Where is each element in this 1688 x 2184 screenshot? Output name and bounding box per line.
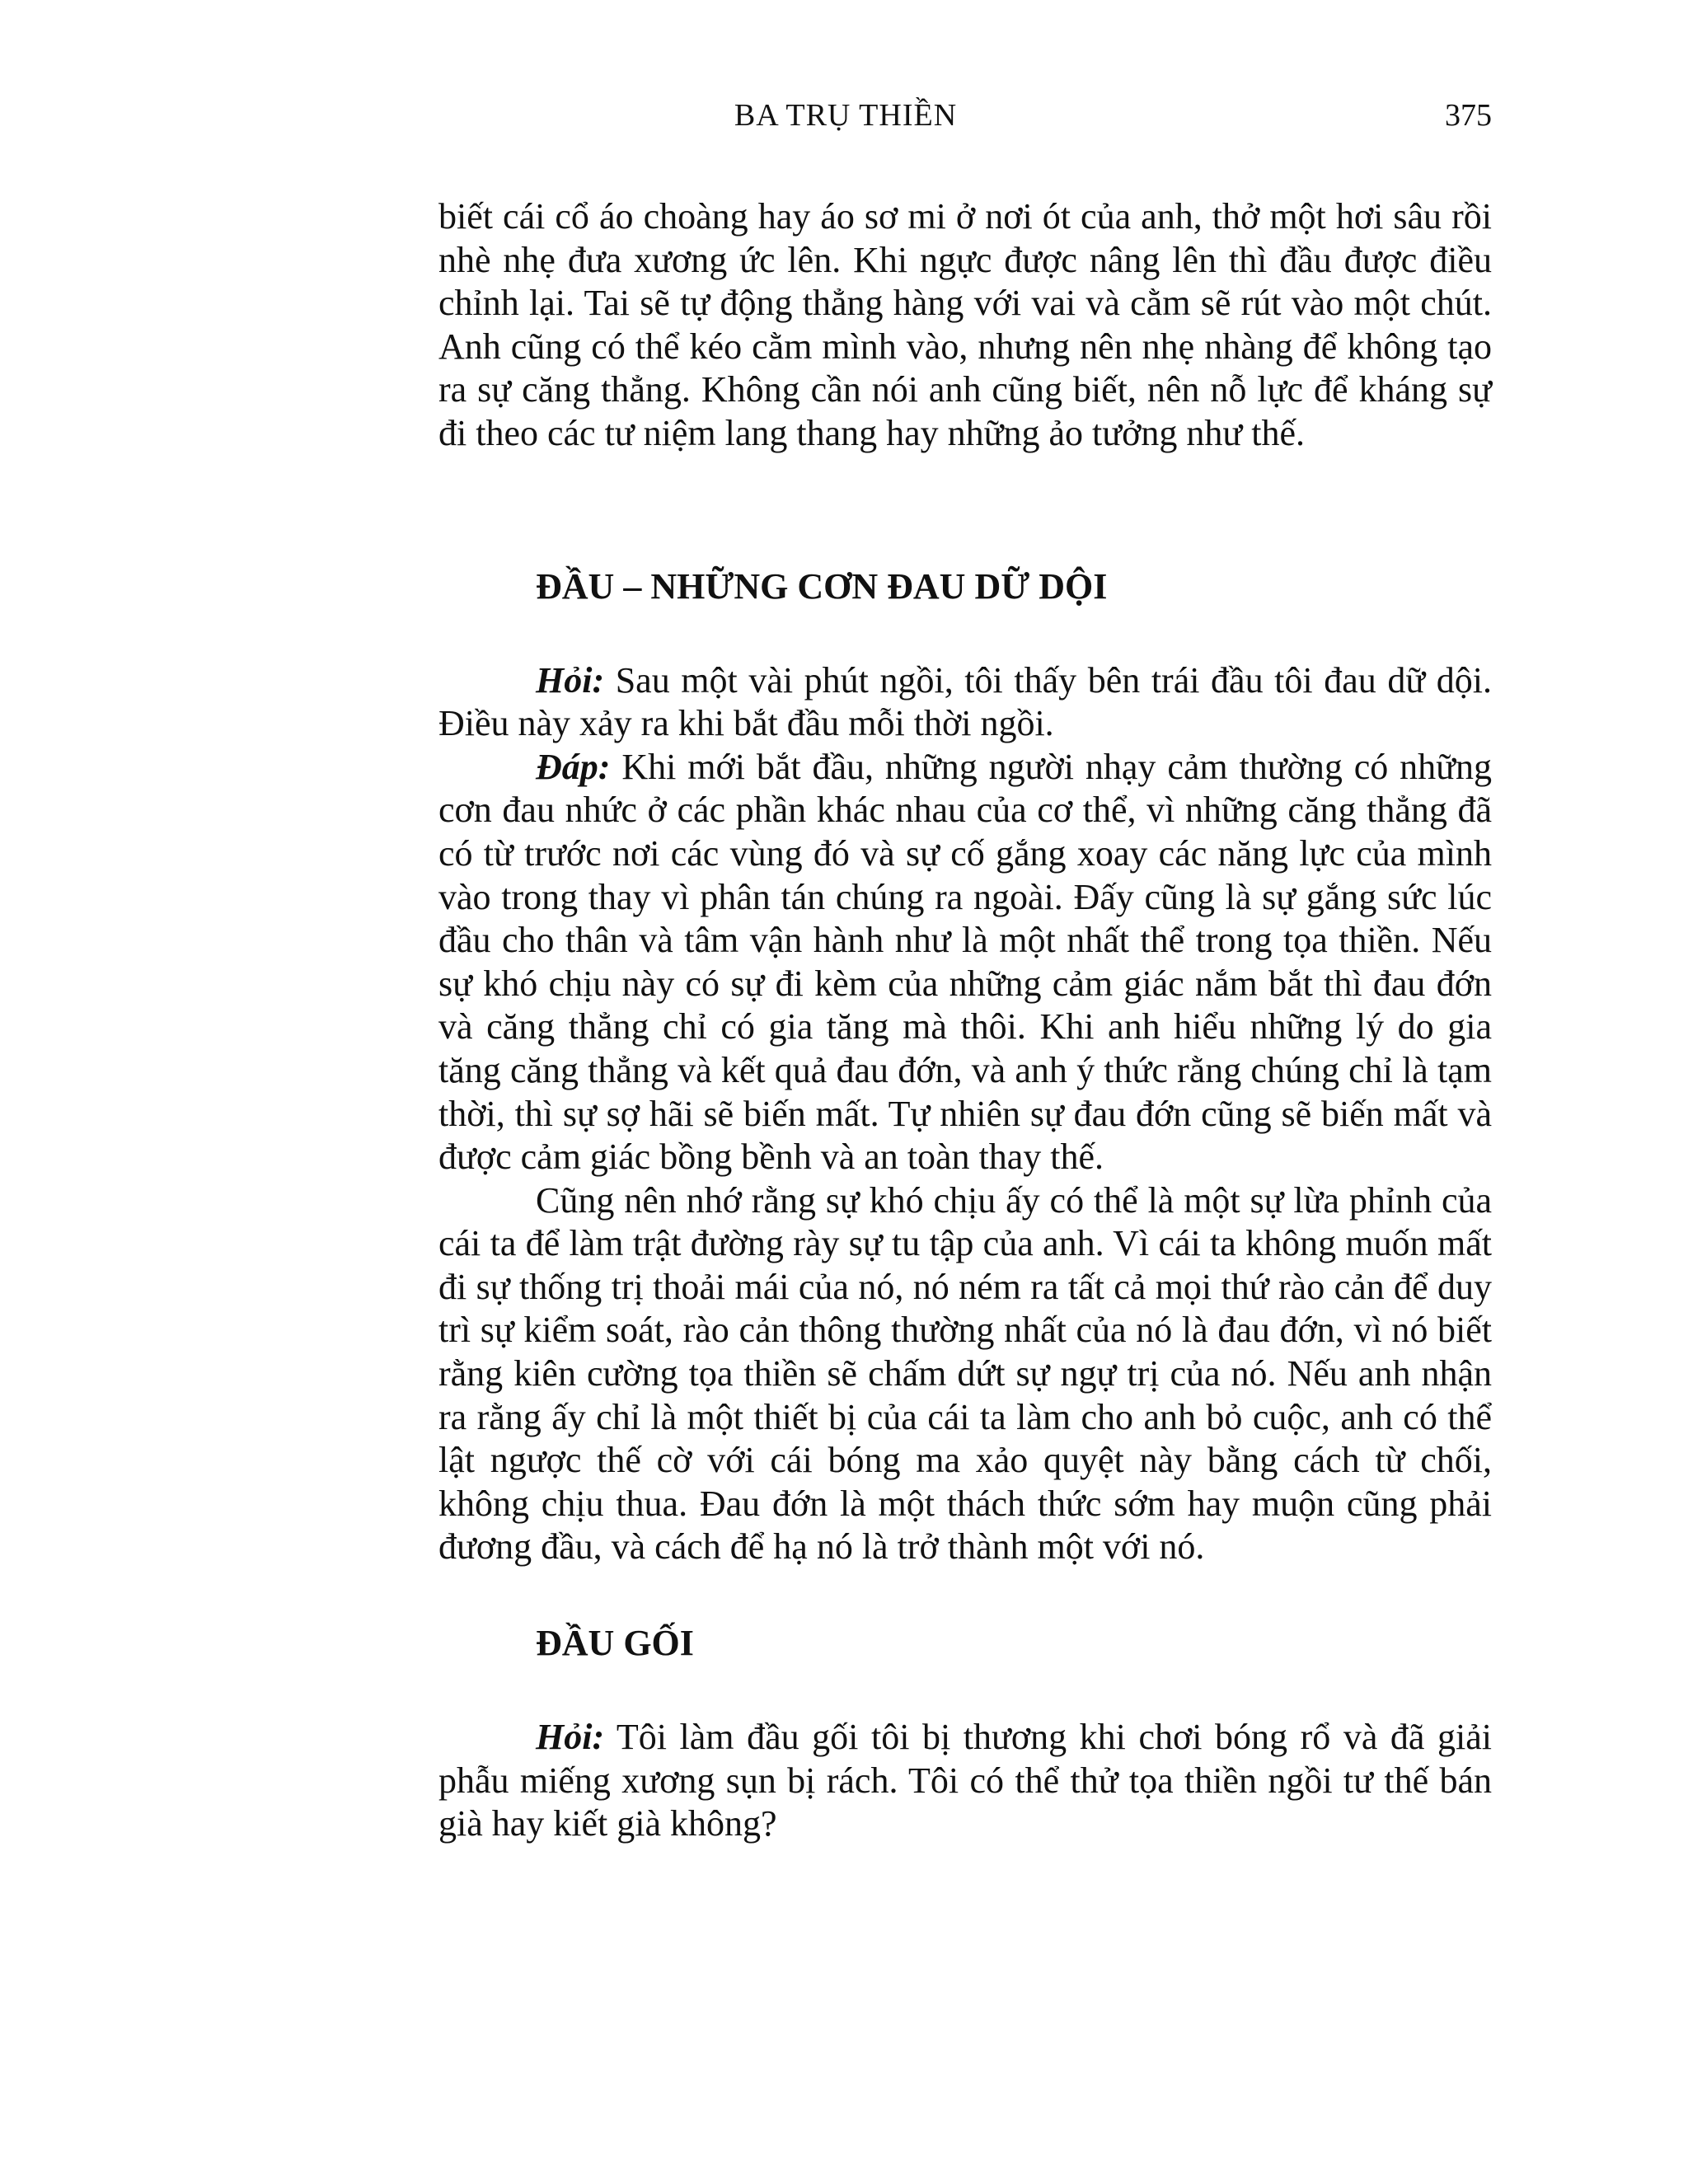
spacer [438,1569,1492,1622]
page-number: 375 [1445,98,1492,133]
page-body [438,195,1492,1846]
answer-continued-paragraph: Cũng nên nhớ rằng sự khó chịu ấy có thể là một sự lừa phỉnh của cái ta để làm trật đường rày sự tu tập của anh. Vì cái ta không muốn mất đi sự thống trị thoải mái của nó, nó ném ra tất cả mọi thứ rào cản để duy trì sự kiểm soát, rào cản thông thường nhất của nó là đau đớn, vì nó biết rằng kiên cường tọa thiền sẽ chấm dứt sự ngự trị của nó. Nếu anh nhận ra rằng ấy chỉ là một thiết bị của cái ta làm cho anh bỏ cuộc, anh có thể lật ngược thế cờ với cái bóng ma xảo quyệt này bằng cách từ chối, không chịu thua. Đau đớn là một thách thức sớm hay muộn cũng phải đương đầu, và cách để hạ nó là trở thành một với nó. [438,1179,1492,1568]
section-heading-knee: ĐẦU GỐI [536,1623,694,1664]
section-heading-head-pain: ĐẦU – NHỮNG CƠN ĐAU DỮ DỘI [536,565,1108,607]
question-label: Hỏi: [536,1717,605,1758]
question-label: Hỏi: [536,659,605,701]
spacer [438,456,1492,565]
question-paragraph [438,659,1492,746]
answer-text: Khi mới bắt đầu, những người nhạy cảm thường có những cơn đau nhức ở các phần khác nhau của cơ thể, vì những căng thẳng đã có từ trước nơi các vùng đó và sự cố gắng xoay các năng lực của mình vào trong thay vì phân tán chúng ra ngoài. Đấy cũng là sự gắng sức lúc đầu cho thân và tâm vận hành như là một nhất thể trong tọa thiền. Nếu sự khó chịu này có sự đi kèm của những cảm giác nắm bắt thì đau đớn và căng thẳng chỉ có gia tăng mà thôi. Khi anh hiểu những lý do gia tăng căng thẳng và kết quả đau đớn, và anh ý thức rằng chúng chỉ là tạm thời, thì sự sợ hãi sẽ biến mất. Tự nhiên sự đau đớn cũng sẽ biến mất và được cảm giác bồng bềnh và an toàn thay thế. [438,746,1492,1178]
question-paragraph-knee [438,1716,1492,1846]
spacer [438,608,1492,659]
intro-paragraph: biết cái cổ áo choàng hay áo sơ mi ở nơi ót của anh, thở một hơi sâu rồi nhè nhẹ đưa xương ức lên. Khi ngực được nâng lên thì đầu được điều chỉnh lại. Tai sẽ tự động thẳng hàng với vai và cằm sẽ rút vào một chút. Anh cũng có thể kéo cằm mình vào, nhưng nên nhẹ nhàng để không tạo ra sự căng thẳng. Không cần nói anh cũng biết, nên nỗ lực để kháng sự đi theo các tư niệm lang thang hay những ảo tưởng như thế. [438,196,1492,453]
question-text: Sau một vài phút ngồi, tôi thấy bên trái đầu tôi đau dữ dội. Điều này xảy ra khi bắt đầu mỗi thời ngồi. [438,659,1492,744]
answer-label: Đáp: [536,746,611,787]
question-text: Tôi làm đầu gối tôi bị thương khi chơi bóng rổ và đã giải phẫu miếng xương sụn bị rách. Tôi có thể thử tọa thiền ngồi tư thế bán già hay kiết già không? [438,1717,1492,1844]
spacer [438,1665,1492,1716]
answer-paragraph [438,746,1492,1179]
running-head-title: BA TRỤ THIỀN [734,98,958,133]
